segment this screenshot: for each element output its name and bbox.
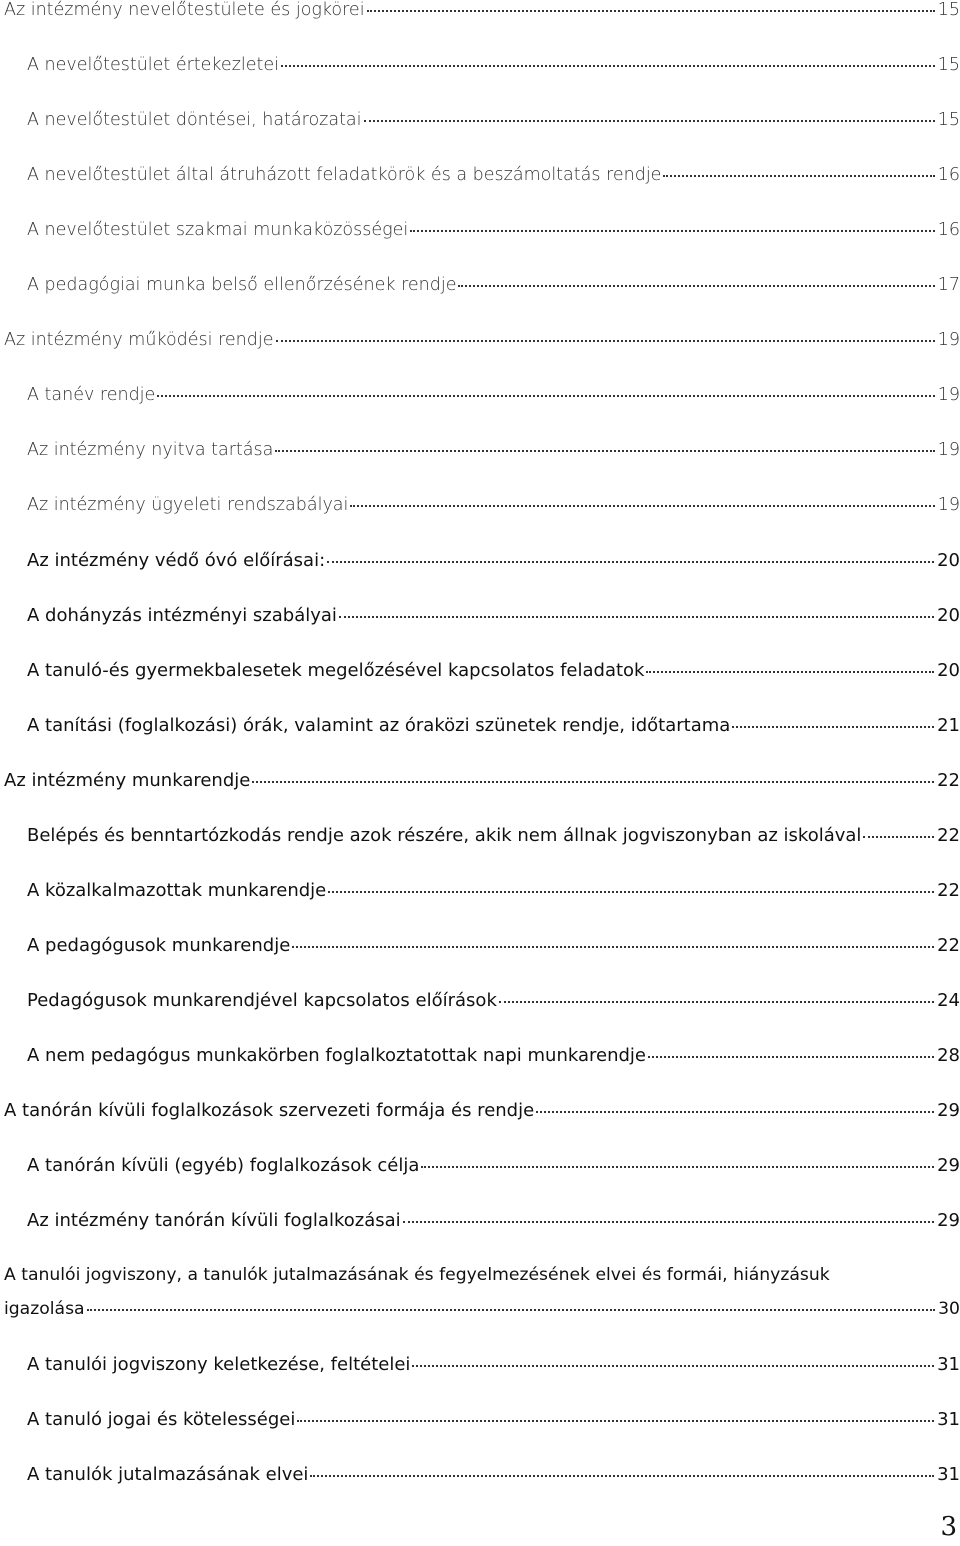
toc-entry-title: A közalkalmazottak munkarendje xyxy=(27,880,327,901)
dot-leader xyxy=(339,616,934,618)
dot-leader xyxy=(412,1365,934,1367)
toc-entry-title: A tanév rendje xyxy=(27,385,156,405)
dot-leader xyxy=(328,891,934,893)
dot-leader xyxy=(275,450,934,452)
dot-leader xyxy=(364,120,935,122)
dot-leader xyxy=(458,285,934,287)
toc-entry-page: 16 xyxy=(937,220,960,240)
dot-leader xyxy=(297,1420,934,1422)
toc-entry-page: 20 xyxy=(937,550,960,571)
dot-leader xyxy=(281,65,935,67)
dot-leader xyxy=(421,1166,934,1168)
dot-leader xyxy=(157,395,934,397)
toc-entry-page: 15 xyxy=(937,110,960,130)
toc-entry-page: 22 xyxy=(937,825,960,846)
toc-entry-title: A tanuló jogai és kötelességei xyxy=(27,1409,296,1430)
toc-entry-page: 31 xyxy=(937,1409,960,1430)
toc-entry-page: 31 xyxy=(937,1354,960,1375)
toc-entry-title: Az intézmény nyitva tartása xyxy=(27,440,274,460)
page-number: 3 xyxy=(940,1512,957,1542)
toc-entry[interactable] xyxy=(0,1100,960,1121)
dot-leader xyxy=(367,10,935,12)
toc-entry-page: 19 xyxy=(937,385,960,405)
toc-entry[interactable] xyxy=(0,55,960,75)
toc-entry-title: A nevelőtestület értekezletei xyxy=(27,55,280,75)
toc-entry[interactable] xyxy=(0,660,960,681)
toc-entry[interactable] xyxy=(0,715,960,736)
dot-leader xyxy=(646,671,934,673)
toc-entry[interactable] xyxy=(0,935,960,956)
dot-leader xyxy=(863,836,934,838)
toc-entry-title: Az intézmény működési rendje xyxy=(4,330,274,350)
toc-entry[interactable] xyxy=(0,165,960,185)
toc-entry-title: Az intézmény nevelőtestülete és jogkörei xyxy=(4,0,365,20)
toc-entry-page: 17 xyxy=(937,275,960,295)
toc-entry-title: A nevelőtestület által átruházott feladatkörök és a beszámoltatás rendje xyxy=(27,165,662,185)
dot-leader xyxy=(276,340,935,342)
toc-entry-page: 24 xyxy=(937,990,960,1011)
dot-leader xyxy=(292,946,934,948)
toc-entry[interactable] xyxy=(0,385,960,405)
toc-entry-page: 21 xyxy=(937,715,960,736)
toc-entry[interactable] xyxy=(0,605,960,626)
toc-entry[interactable] xyxy=(0,0,960,20)
toc-entry[interactable] xyxy=(0,330,960,350)
toc-entry[interactable] xyxy=(0,550,960,571)
dot-leader xyxy=(536,1111,934,1113)
toc-entry[interactable] xyxy=(0,495,960,515)
toc-entry-page: 22 xyxy=(937,935,960,956)
toc-entry[interactable] xyxy=(0,1258,960,1326)
toc-entry-page: 29 xyxy=(937,1100,960,1121)
toc-entry-title-continuation: igazolása xyxy=(4,1299,85,1319)
toc-entry-title: A dohányzás intézményi szabályai xyxy=(27,605,337,626)
toc-entry[interactable] xyxy=(0,1155,960,1176)
toc-entry-page: 19 xyxy=(937,495,960,515)
toc-entry[interactable] xyxy=(0,1409,960,1430)
toc-entry-title: A tanórán kívüli (egyéb) foglalkozások célja xyxy=(27,1155,420,1176)
toc-entry[interactable] xyxy=(0,440,960,460)
toc-entry-title: A pedagógiai munka belső ellenőrzésének rendje xyxy=(27,275,457,295)
toc-entry-page: 15 xyxy=(937,55,960,75)
toc-entry-title: Az intézmény munkarendje xyxy=(4,770,251,791)
toc-entry-page: 29 xyxy=(937,1155,960,1176)
toc-entry-title: Belépés és benntartózkodás rendje azok részére, akik nem állnak jogviszonyban az iskolával xyxy=(27,825,862,846)
toc-entry[interactable] xyxy=(0,825,960,846)
toc-entry-title: A tanítási (foglalkozási) órák, valamint az óraközi szünetek rendje, időtartama xyxy=(27,715,731,736)
dot-leader xyxy=(310,1475,934,1477)
toc-entry-page: 30 xyxy=(938,1299,960,1319)
toc-entry-page: 19 xyxy=(937,440,960,460)
dot-leader xyxy=(663,175,934,177)
toc-entry[interactable] xyxy=(0,990,960,1011)
toc-entry[interactable] xyxy=(0,1210,960,1231)
toc-entry[interactable] xyxy=(0,110,960,130)
dot-leader xyxy=(87,1309,935,1311)
toc-entry[interactable] xyxy=(0,1464,960,1485)
toc-entry-title: A tanulói jogviszony, a tanulók jutalmazásának és fegyelmezésének elvei és formái, hiányzásuk xyxy=(4,1265,830,1285)
toc-entry[interactable] xyxy=(0,770,960,791)
toc-entry-continuation xyxy=(4,1292,960,1326)
toc-entry-page: 22 xyxy=(937,770,960,791)
dot-leader xyxy=(410,230,935,232)
toc-entry-title: Az intézmény védő óvó előírásai: xyxy=(27,550,326,571)
dot-leader xyxy=(648,1056,934,1058)
toc-entry-page: 31 xyxy=(937,1464,960,1485)
toc-entry-title: A nem pedagógus munkakörben foglalkoztatottak napi munkarendje xyxy=(27,1045,646,1066)
toc-entry-title: A pedagógusok munkarendje xyxy=(27,935,291,956)
toc-entry-page: 16 xyxy=(937,165,960,185)
toc-entry-title: A nevelőtestület döntései, határozatai xyxy=(27,110,362,130)
toc-entry[interactable] xyxy=(0,880,960,901)
toc-entry-title: Az intézmény tanórán kívüli foglalkozásai xyxy=(27,1210,401,1231)
toc-entry-page: 15 xyxy=(937,0,960,20)
toc-entry-page: 20 xyxy=(937,605,960,626)
toc-entry-title: A tanuló-és gyermekbalesetek megelőzésével kapcsolatos feladatok xyxy=(27,660,645,681)
dot-leader xyxy=(327,561,934,563)
toc-entry[interactable] xyxy=(0,275,960,295)
dot-leader xyxy=(350,505,934,507)
toc-entry-title: Pedagógusok munkarendjével kapcsolatos előírások xyxy=(27,990,497,1011)
toc-entry-title: Az intézmény ügyeleti rendszabályai xyxy=(27,495,349,515)
toc-entry-title: A tanórán kívüli foglalkozások szervezeti formája és rendje xyxy=(4,1100,535,1121)
toc-entry-title: A tanulók jutalmazásának elvei xyxy=(27,1464,309,1485)
dot-leader xyxy=(403,1221,934,1223)
dot-leader xyxy=(732,726,934,728)
toc-entry[interactable] xyxy=(0,1045,960,1066)
toc-entry-page: 20 xyxy=(937,660,960,681)
toc-entry-title: A nevelőtestület szakmai munkaközösségei xyxy=(27,220,409,240)
toc-entry[interactable] xyxy=(0,1354,960,1375)
toc-entry-page: 19 xyxy=(937,330,960,350)
toc-entry-page: 22 xyxy=(937,880,960,901)
toc-entry[interactable] xyxy=(0,220,960,240)
toc-entry-title: A tanulói jogviszony keletkezése, feltételei xyxy=(27,1354,411,1375)
toc-entry-page: 28 xyxy=(937,1045,960,1066)
toc-entry-page: 29 xyxy=(937,1210,960,1231)
dot-leader xyxy=(252,781,934,783)
dot-leader xyxy=(499,1001,934,1003)
